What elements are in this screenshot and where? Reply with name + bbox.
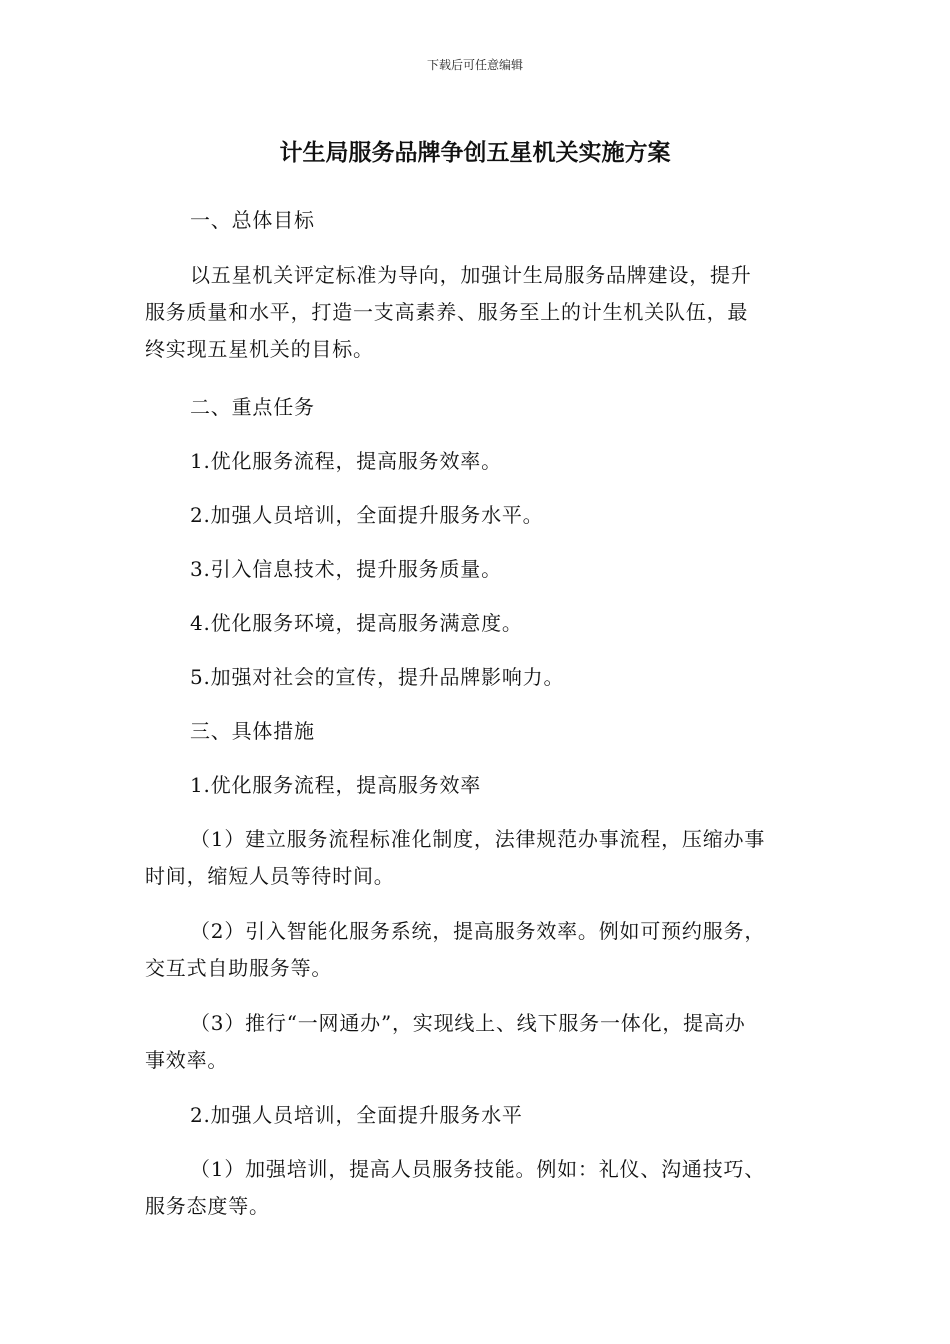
task-item-4 <box>145 605 850 642</box>
list-item: 2.加强人员培训，全面提升服务水平。 <box>190 503 544 527</box>
paragraph-line: 服务质量和水平，打造一支高素养、服务至上的计生机关队伍，最 <box>145 300 749 324</box>
list-item: 3.引入信息技术，提升服务质量。 <box>190 557 502 581</box>
measure-1-paragraph-1 <box>145 821 805 895</box>
measure-heading-1 <box>145 767 850 804</box>
subheading-text: 1.优化服务流程，提高服务效率 <box>190 773 482 797</box>
paragraph-line: 终实现五星机关的目标。 <box>145 337 374 361</box>
section-heading-text: 三、具体措施 <box>190 719 315 743</box>
task-item-1 <box>145 443 850 480</box>
task-item-3 <box>145 551 850 588</box>
document-title: 计生局服务品牌争创五星机关实施方案 <box>279 140 671 166</box>
measure-1-paragraph-3 <box>145 1005 805 1079</box>
section-heading-text: 一、总体目标 <box>190 208 315 232</box>
section-1-body <box>145 257 805 368</box>
paragraph-line: 以五星机关评定标准为导向，加强计生局服务品牌建设，提升 <box>190 263 752 287</box>
list-item: 1.优化服务流程，提高服务效率。 <box>190 449 502 473</box>
paragraph-line: （3）推行“一网通办”，实现线上、线下服务一体化，提高办 <box>190 1011 746 1035</box>
paragraph-line: 服务态度等。 <box>145 1194 270 1218</box>
task-item-5 <box>145 659 850 696</box>
paragraph-line: 交互式自助服务等。 <box>145 956 333 980</box>
paragraph-line: （1）建立服务流程标准化制度，法律规范办事流程，压缩办事 <box>190 827 766 851</box>
measure-1-paragraph-2 <box>145 913 805 987</box>
subheading-text: 2.加强人员培训，全面提升服务水平 <box>190 1103 523 1127</box>
paragraph-line: 时间，缩短人员等待时间。 <box>145 864 395 888</box>
list-item: 5.加强对社会的宣传，提升品牌影响力。 <box>190 665 565 689</box>
paragraph-line: 事效率。 <box>145 1048 229 1072</box>
section-heading-2 <box>145 389 850 426</box>
section-heading-text: 二、重点任务 <box>190 395 315 419</box>
list-item: 4.优化服务环境，提高服务满意度。 <box>190 611 523 635</box>
paragraph-line: （1）加强培训，提高人员服务技能。例如：礼仪、沟通技巧、 <box>190 1157 766 1181</box>
task-item-2 <box>145 497 850 534</box>
section-heading-3 <box>145 713 850 750</box>
measure-2-paragraph-1 <box>145 1151 805 1225</box>
header-note: 下载后可任意编辑 <box>426 58 523 72</box>
paragraph-line: （2）引入智能化服务系统，提高服务效率。例如可预约服务， <box>190 919 766 943</box>
measure-heading-2 <box>145 1097 850 1134</box>
section-heading-1 <box>145 202 850 239</box>
